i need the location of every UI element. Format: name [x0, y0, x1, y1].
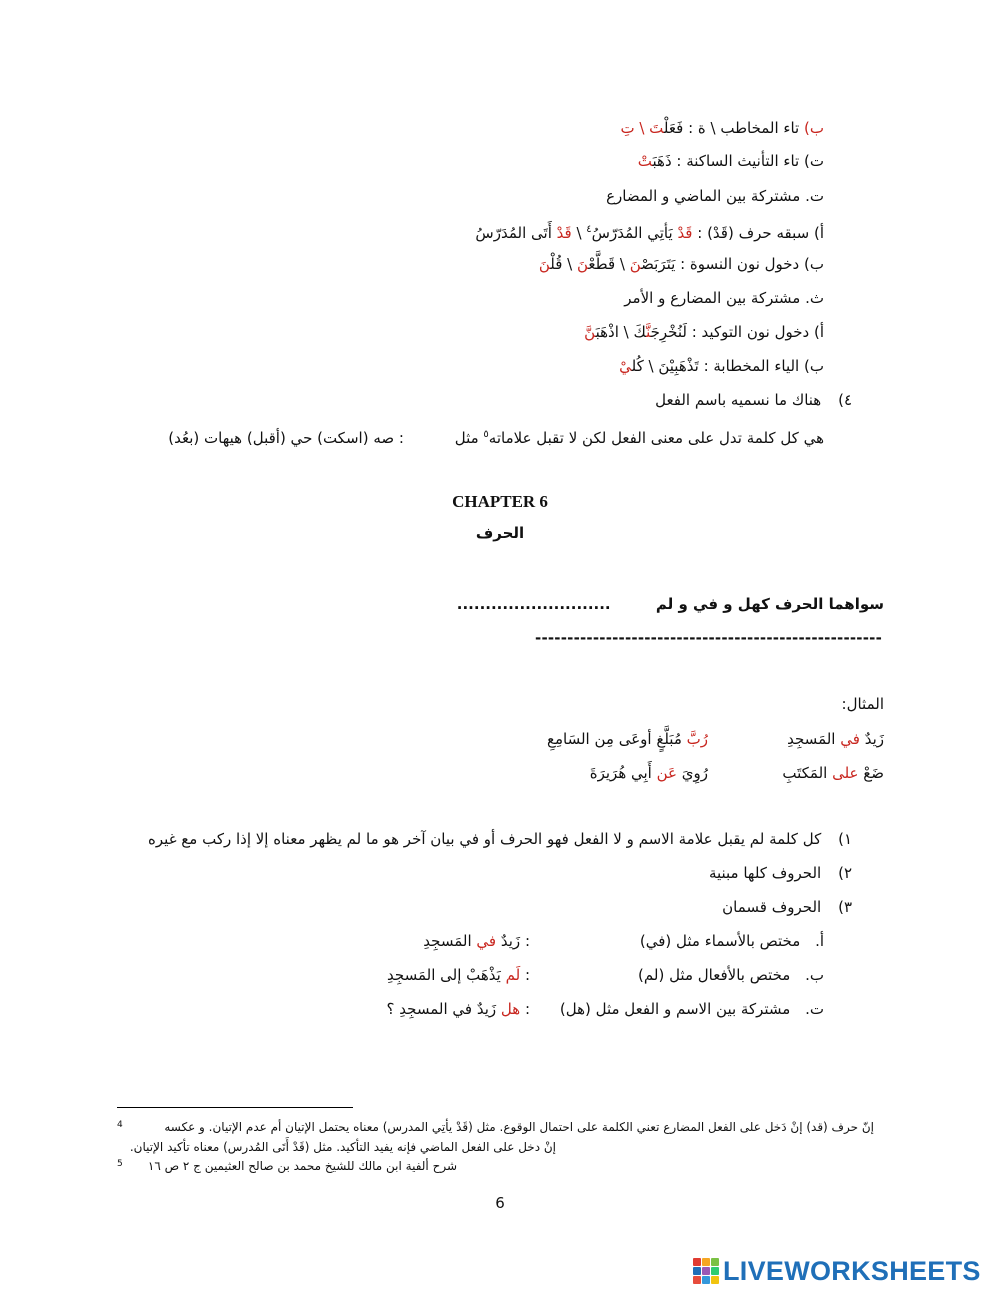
example-text: فَعَلْ — [663, 119, 684, 137]
example-text: ضَعْ — [858, 764, 884, 782]
ya-mukhataba-line — [619, 356, 824, 376]
rule-3b-text — [638, 965, 824, 985]
example-text: تَذْهَبِيْنَ \ كُل — [631, 357, 699, 375]
item-text: مختص بالأفعال مثل (لم) — [638, 966, 791, 984]
example-text: المَسجِدِ — [787, 730, 841, 748]
example-highlight: تَ \ تِ — [620, 119, 664, 137]
example-highlight: يْ — [619, 357, 632, 375]
footnote-5: شرح ألفية ابن مالك للشيخ محمد بن صالح العثيمين ج ٢ ص ١٦ — [147, 1159, 457, 1173]
ism-fiil-item — [655, 390, 852, 410]
logo-square — [711, 1258, 719, 1266]
page-number: 6 — [495, 1194, 505, 1212]
example-highlight: نَ — [629, 255, 642, 273]
example-text: ذَهَبَ — [652, 152, 672, 170]
examples-label: المثال: — [841, 695, 884, 713]
item-text: دخول نون النسوة : — [675, 255, 800, 273]
example-highlight: نَّ — [646, 323, 651, 341]
example-highlight: على — [832, 764, 859, 782]
example-text: يَذْهَبْ إلى المَسجِدِ — [387, 966, 506, 984]
chapter-title: CHAPTER 6 — [452, 492, 548, 511]
item-text: هناك ما نسميه باسم الفعل — [655, 391, 822, 409]
example-highlight: رُبَّ — [686, 730, 708, 748]
example-text: مُبَلَّغٍ أوعَى مِن السَامِعِ — [547, 730, 687, 748]
item-text: الحروف كلها مبنية — [708, 864, 822, 882]
rule-3a-example — [423, 931, 530, 951]
rule-3a-text — [640, 931, 824, 951]
item-text: كل كلمة لم يقبل علامة الاسم و لا الفعل فهو الحرف أو في بيان آخر هو ما لم يظهر معناه إلا إذا ركب مع غيره — [148, 830, 822, 848]
example-text: كَ \ اذْهَبَ — [595, 323, 647, 341]
verse-dashes: ------------------------------------------------------ — [535, 629, 882, 647]
rule-3 — [722, 897, 852, 917]
liveworksheets-logo[interactable] — [693, 1256, 981, 1286]
example-colon: : — [520, 966, 530, 984]
rule-3t-example — [387, 999, 530, 1019]
item-text: الياء المخطابة : — [698, 357, 800, 375]
item-label: ب) — [804, 119, 824, 137]
item-text: مشتركة بين الاسم و الفعل مثل (هل) — [559, 1000, 791, 1018]
example-highlight: في — [840, 730, 860, 748]
example-highlight: لَم — [505, 966, 521, 984]
rule-1 — [148, 829, 852, 849]
example-colon: : — [520, 1000, 530, 1018]
logo-square — [702, 1276, 710, 1284]
example-text: \ قُلْ — [550, 255, 577, 273]
definition-mithal: مثل — [454, 429, 484, 447]
example-text: يَأتِي المُدَرّسُ — [591, 224, 678, 242]
verse-dots: ........................... — [456, 595, 611, 613]
verse-line — [457, 594, 884, 614]
example-text: أَتَى المُدَرّسُ — [475, 224, 557, 242]
example-row-4 — [590, 763, 708, 783]
footnote-4-number: 4 — [117, 1120, 123, 1130]
example-text: يَتَرَبَصْ — [641, 255, 676, 273]
footnote-text: إنّ حرف (قد) إنْ دَخل على الفعل المضارع تعني الكلمة على احتمال الوقوع. مثل (قَدْ يأتِي المدرس) معناه يحتمل الإتيان أم عدم الإتيان. و عكسه — [164, 1120, 874, 1134]
logo-square — [702, 1267, 710, 1275]
rule-3t-text — [560, 999, 824, 1019]
item-label: ب) — [804, 255, 824, 273]
example-text: رُوِيَ — [677, 764, 708, 782]
item-text: مشتركة بين المضارع و الأمر — [624, 289, 801, 307]
example-row-3 — [782, 763, 884, 783]
shared-past-present-heading — [606, 186, 824, 206]
example-text: لَنُخْرِجَ — [650, 323, 687, 341]
item-text: الحروف قسمان — [722, 898, 822, 916]
logo-square — [711, 1276, 719, 1284]
example-highlight: عَن — [656, 764, 677, 782]
example-highlight: قَدْ — [556, 224, 572, 242]
item-text: تاء المخاطب \ ة : — [683, 119, 800, 137]
definition-text: هي كل كلمة تدل على معنى الفعل لكن لا تقبل علاماته — [488, 429, 824, 447]
example-highlight: نَّ — [584, 323, 596, 341]
logo-square — [702, 1258, 710, 1266]
item-text: تاء التأنيث الساكنة : — [671, 152, 800, 170]
footnote-ref: ٤ — [586, 224, 592, 235]
item-number: ٣) — [838, 898, 852, 916]
example-text: زَيدٌ — [859, 730, 884, 748]
example-highlight: نَ — [576, 255, 589, 273]
logo-square — [693, 1276, 701, 1284]
example-text: المَسجِدِ — [423, 932, 477, 950]
rule-2 — [709, 863, 852, 883]
item-text: سبقه حرف (قَدْ) : — [692, 224, 810, 242]
item-number: ٢) — [838, 864, 852, 882]
example-separator: \ — [571, 224, 587, 242]
logo-text: LIVEWORKSHEETS — [723, 1255, 981, 1286]
example-text: أَبِي هُرَيرَةَ — [589, 764, 657, 782]
qad-line — [475, 220, 824, 243]
ism-fiil-definition — [168, 425, 824, 448]
example-highlight: في — [476, 932, 497, 950]
logo-grid-icon — [693, 1258, 719, 1284]
example-row-2 — [547, 729, 708, 749]
item-label: ت) — [804, 152, 824, 170]
logo-square — [693, 1258, 701, 1266]
example-highlight: هل — [500, 1000, 521, 1018]
example-text: زَيدٌ — [496, 932, 521, 950]
rule-3b-example — [387, 965, 530, 985]
verse-text: سواهما الحرف كهل و في و لم — [655, 595, 884, 613]
item-number: ١) — [838, 830, 852, 848]
item-label: أ) — [813, 323, 824, 341]
item-label: أ) — [813, 224, 824, 242]
example-highlight: نَ — [538, 255, 551, 273]
footnote-ref: ٥ — [483, 429, 489, 440]
example-highlight: تْ — [637, 152, 653, 170]
item-label: ب) — [804, 357, 824, 375]
footnote-4-line-1 — [164, 1119, 874, 1135]
logo-square — [693, 1267, 701, 1275]
definition-examples: : صه (اسكت) حي (أقبل) هيهات (بعُد) — [168, 429, 404, 447]
chapter-subtitle: الحرف — [475, 524, 525, 542]
logo-square — [711, 1267, 719, 1275]
footnote-5-number: 5 — [117, 1159, 123, 1169]
example-row-1 — [787, 729, 884, 749]
item-label: ت. — [805, 187, 824, 205]
item-text: مختص بالأسماء مثل (في) — [639, 932, 801, 950]
nun-tawkid-line — [584, 322, 824, 342]
item-number: ٤) — [838, 391, 852, 409]
shared-present-imperative-heading — [624, 288, 824, 308]
ta-mukhatab-line — [620, 118, 824, 138]
footnote-divider — [117, 1107, 353, 1108]
ta-tanith-line — [638, 151, 824, 171]
example-text: \ قَطَّعْ — [588, 255, 630, 273]
example-colon: : — [520, 932, 530, 950]
item-text: مشتركة بين الماضي و المضارع — [606, 187, 801, 205]
example-text: المَكتَبِ — [782, 764, 833, 782]
item-label: ث. — [805, 289, 824, 307]
item-label: ب. — [805, 966, 824, 984]
footnote-4-line-2: إنْ دخل على الفعل الماضي فإنه يفيد التأكيد. مثل (قَدْ أَتَى المُدرس) معناه تأكيد الإتيان. — [129, 1140, 556, 1154]
example-text: زَيدٌ في المسجِدِ ؟ — [386, 1000, 501, 1018]
item-label: أ. — [815, 932, 824, 950]
item-label: ت. — [805, 1000, 824, 1018]
example-highlight: قَدْ — [677, 224, 693, 242]
nun-niswa-line — [539, 254, 824, 274]
item-text: دخول نون التوكيد : — [686, 323, 810, 341]
